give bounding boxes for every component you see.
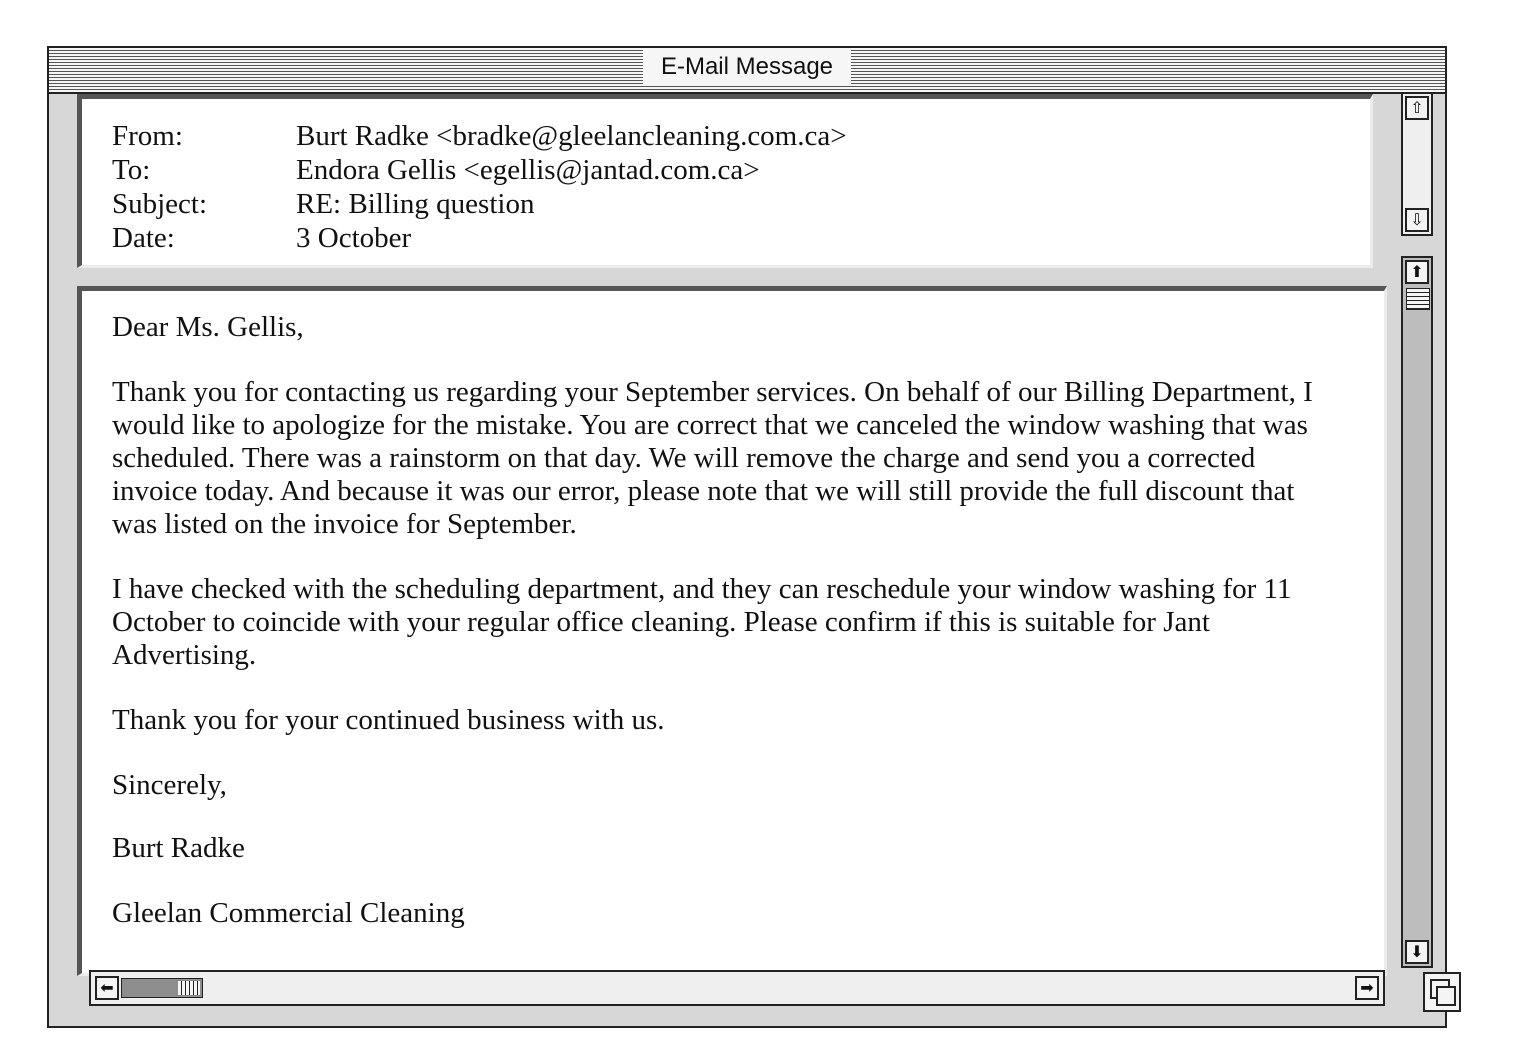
subject-label: Subject: [112,188,208,220]
message-body-pane [77,286,1387,976]
to-row [112,153,760,187]
resize-grow-icon[interactable] [1423,972,1461,1012]
to-value: Endora Gellis <egellis@jantad.com.ca> [296,154,760,186]
scroll-up-arrow-icon[interactable]: ⬆ [1405,260,1429,284]
scroll-down-outline-icon[interactable]: ⇩ [1405,208,1429,232]
body-paragraph-1: Thank you for contacting us regarding your September services. On behalf of our Billing Department, I would like to apologize for the mistake. You are correct that we canceled the window washing that was scheduled. There was a rainstorm on that day. We will remove the charge and send you a corrected invoice today. And because it was our error, please note that we will still provide the full discount that was listed on the invoice for September. [112,376,1313,540]
body-vertical-scrollbar[interactable] [1401,256,1433,968]
scroll-thumb-grip-icon [178,981,200,995]
title-bar[interactable] [49,48,1445,94]
window-title: E-Mail Message [643,50,851,84]
greeting: Dear Ms. Gellis, [112,311,304,343]
subject-value: RE: Billing question [296,188,535,220]
scroll-left-arrow-icon[interactable]: ⬅ [95,976,119,1000]
from-value: Burt Radke <bradke@gleelancleaning.com.ca> [296,120,847,152]
scroll-down-arrow-icon[interactable]: ⬇ [1405,940,1429,964]
from-row [112,119,847,153]
closing: Sincerely, [112,769,227,801]
scroll-up-outline-icon[interactable]: ⇧ [1405,96,1429,120]
horizontal-scrollbar[interactable] [89,970,1385,1006]
subject-row [112,187,534,221]
body-paragraph-2: I have checked with the scheduling department, and they can reschedule your window washing for 11 October to coincide with your regular office cleaning. Please confirm if this is suitable for Jant Advertising. [112,573,1292,671]
email-window [47,46,1447,1028]
date-row [112,221,411,255]
horizontal-scroll-thumb[interactable] [121,978,203,998]
date-value: 3 October [296,222,412,254]
to-label: To: [112,154,151,186]
vertical-scroll-thumb[interactable] [1406,288,1430,310]
date-label: Date: [112,222,175,254]
signature-name: Burt Radke [112,832,245,864]
body-paragraph-3: Thank you for your continued business with us. [112,704,665,736]
header-scrollbar[interactable] [1401,92,1433,236]
header-pane [77,94,1373,268]
from-label: From: [112,120,183,152]
message-body [112,311,1342,962]
grow-box-square-front [1436,986,1456,1006]
signature-company: Gleelan Commercial Cleaning [112,897,465,929]
scroll-right-arrow-icon[interactable]: ➡ [1355,976,1379,1000]
